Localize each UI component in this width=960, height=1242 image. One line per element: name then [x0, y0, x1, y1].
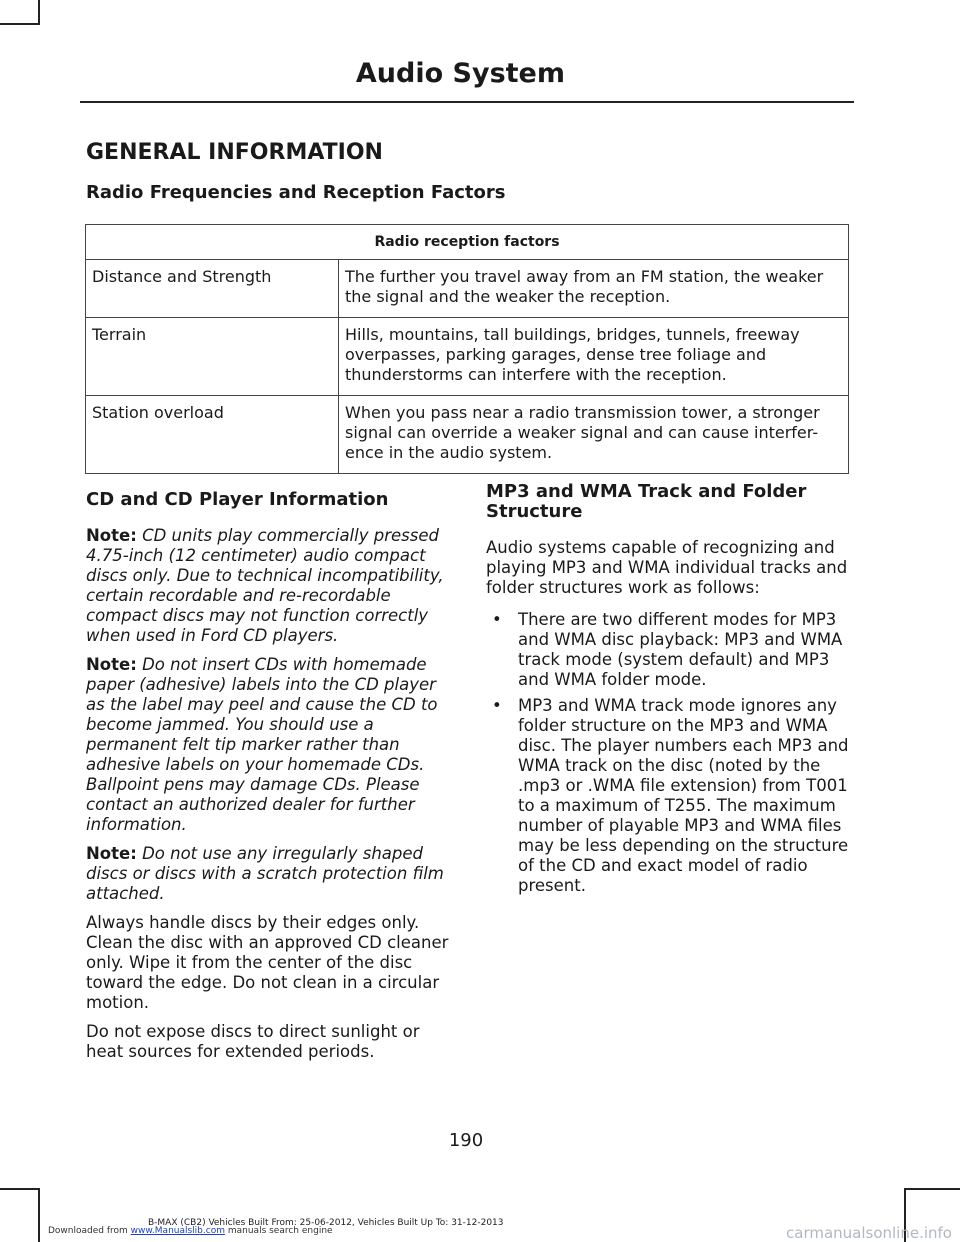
page-number: 190	[448, 1130, 484, 1151]
note-text: CD units play commercially pressed 4.75-inch (12 centimeter) audio compact discs only. Due to technical incompatibility, certain recordable and re-recordable compact discs may not function correctly when used in Ford CD players.	[86, 526, 444, 645]
note-text: Do not use any irregularly shaped discs or discs with a scratch protection film attached.	[86, 844, 444, 903]
description-cell: The further you travel away from an FM station, the weaker the signal and the weaker the reception.	[339, 260, 849, 318]
mp3-intro: Audio systems capable of recognizing and playing MP3 and WMA individual tracks and folder structures work as follows:	[486, 538, 848, 597]
body-paragraph: Always handle discs by their edges only. Clean the disc with an approved CD cleaner only. Wipe it from the center of the disc toward the edge. Do not clean in a circular motion.	[86, 913, 449, 1012]
factor-cell: Distance and Strength	[86, 260, 339, 318]
factor-cell: Station overload	[86, 396, 339, 474]
mp3-bullet-list	[486, 610, 850, 896]
cd-column	[86, 490, 450, 1071]
header-divider	[80, 101, 854, 103]
note-text: Do not insert CDs with homemade paper (adhesive) labels into the CD player as the label may peel and cause the CD to become jammed. You should use a permanent felt tip marker rather than adhesive labels on your homemade CDs. Ballpoint pens may damage CDs. Please contact an authorized dealer for further information.	[86, 655, 438, 834]
list-item-text: There are two different modes for MP3 and WMA disc playback: MP3 and WMA track mode (system default) and MP3 and WMA folder mode.	[518, 610, 843, 689]
crop-mark-bottom-right-h	[904, 1188, 960, 1190]
cd-section-title: CD and CD Player Information	[86, 489, 389, 510]
description-cell: When you pass near a radio transmission tower, a stronger signal can override a weaker signal and can cause interfer-ence in the audio system.	[339, 396, 849, 474]
note-label: Note:	[86, 526, 137, 545]
crop-mark-bottom-left-v	[38, 1188, 40, 1242]
footer-suffix: manuals search engine	[227, 1226, 333, 1236]
manualslib-link[interactable]: www.Manualslib.com	[130, 1226, 225, 1236]
note-paragraph	[86, 655, 450, 835]
download-footer	[48, 1226, 333, 1236]
list-item	[486, 696, 850, 896]
crop-mark-top-left-h	[0, 23, 40, 25]
table-row	[86, 318, 849, 396]
table-row	[86, 260, 849, 318]
section-subtitle: Radio Frequencies and Reception Factors	[86, 182, 506, 203]
list-item-text: MP3 and WMA track mode ignores any folder structure on the MP3 and WMA disc. The player numbers each MP3 and WMA track on the disc (noted by the .mp3 or .WMA file extension) from T001 to a maximum of T255. The maximum number of playable MP3 and WMA files may be less depending on the structure of the CD and exact model of radio present.	[518, 696, 849, 895]
table-caption: Radio reception factors	[86, 225, 849, 260]
crop-mark-top-left-v	[38, 0, 40, 24]
table-row	[86, 396, 849, 474]
bullet-icon: •	[492, 696, 502, 715]
table-header-row	[86, 225, 849, 260]
mp3-section-title: MP3 and WMA Track and Folder Structure	[486, 481, 807, 522]
footer-prefix: Downloaded from	[48, 1226, 128, 1236]
bullet-icon: •	[492, 610, 502, 629]
note-label: Note:	[86, 655, 137, 674]
note-label: Note:	[86, 844, 137, 863]
crop-mark-bottom-left-h	[0, 1188, 40, 1190]
section-title: GENERAL INFORMATION	[86, 140, 383, 165]
body-paragraph: Do not expose discs to direct sunlight or heat sources for extended periods.	[86, 1022, 420, 1061]
header-title: Audio System	[355, 58, 565, 89]
factor-cell: Terrain	[86, 318, 339, 396]
mp3-column	[486, 482, 850, 902]
vehicle-footer: B-MAX (CB2) Vehicles Built From: 25-06-2012, Vehicles Built Up To: 31-12-2013	[148, 1218, 504, 1228]
watermark: carmanualsonline.info	[786, 1224, 952, 1242]
note-paragraph	[86, 526, 450, 646]
list-item	[486, 610, 850, 690]
note-paragraph	[86, 844, 450, 904]
reception-factors-table	[85, 224, 849, 474]
description-cell: Hills, mountains, tall buildings, bridges, tunnels, freeway overpasses, parking garages, dense tree foliage and thunderstorms can interfere with the reception.	[339, 318, 849, 396]
